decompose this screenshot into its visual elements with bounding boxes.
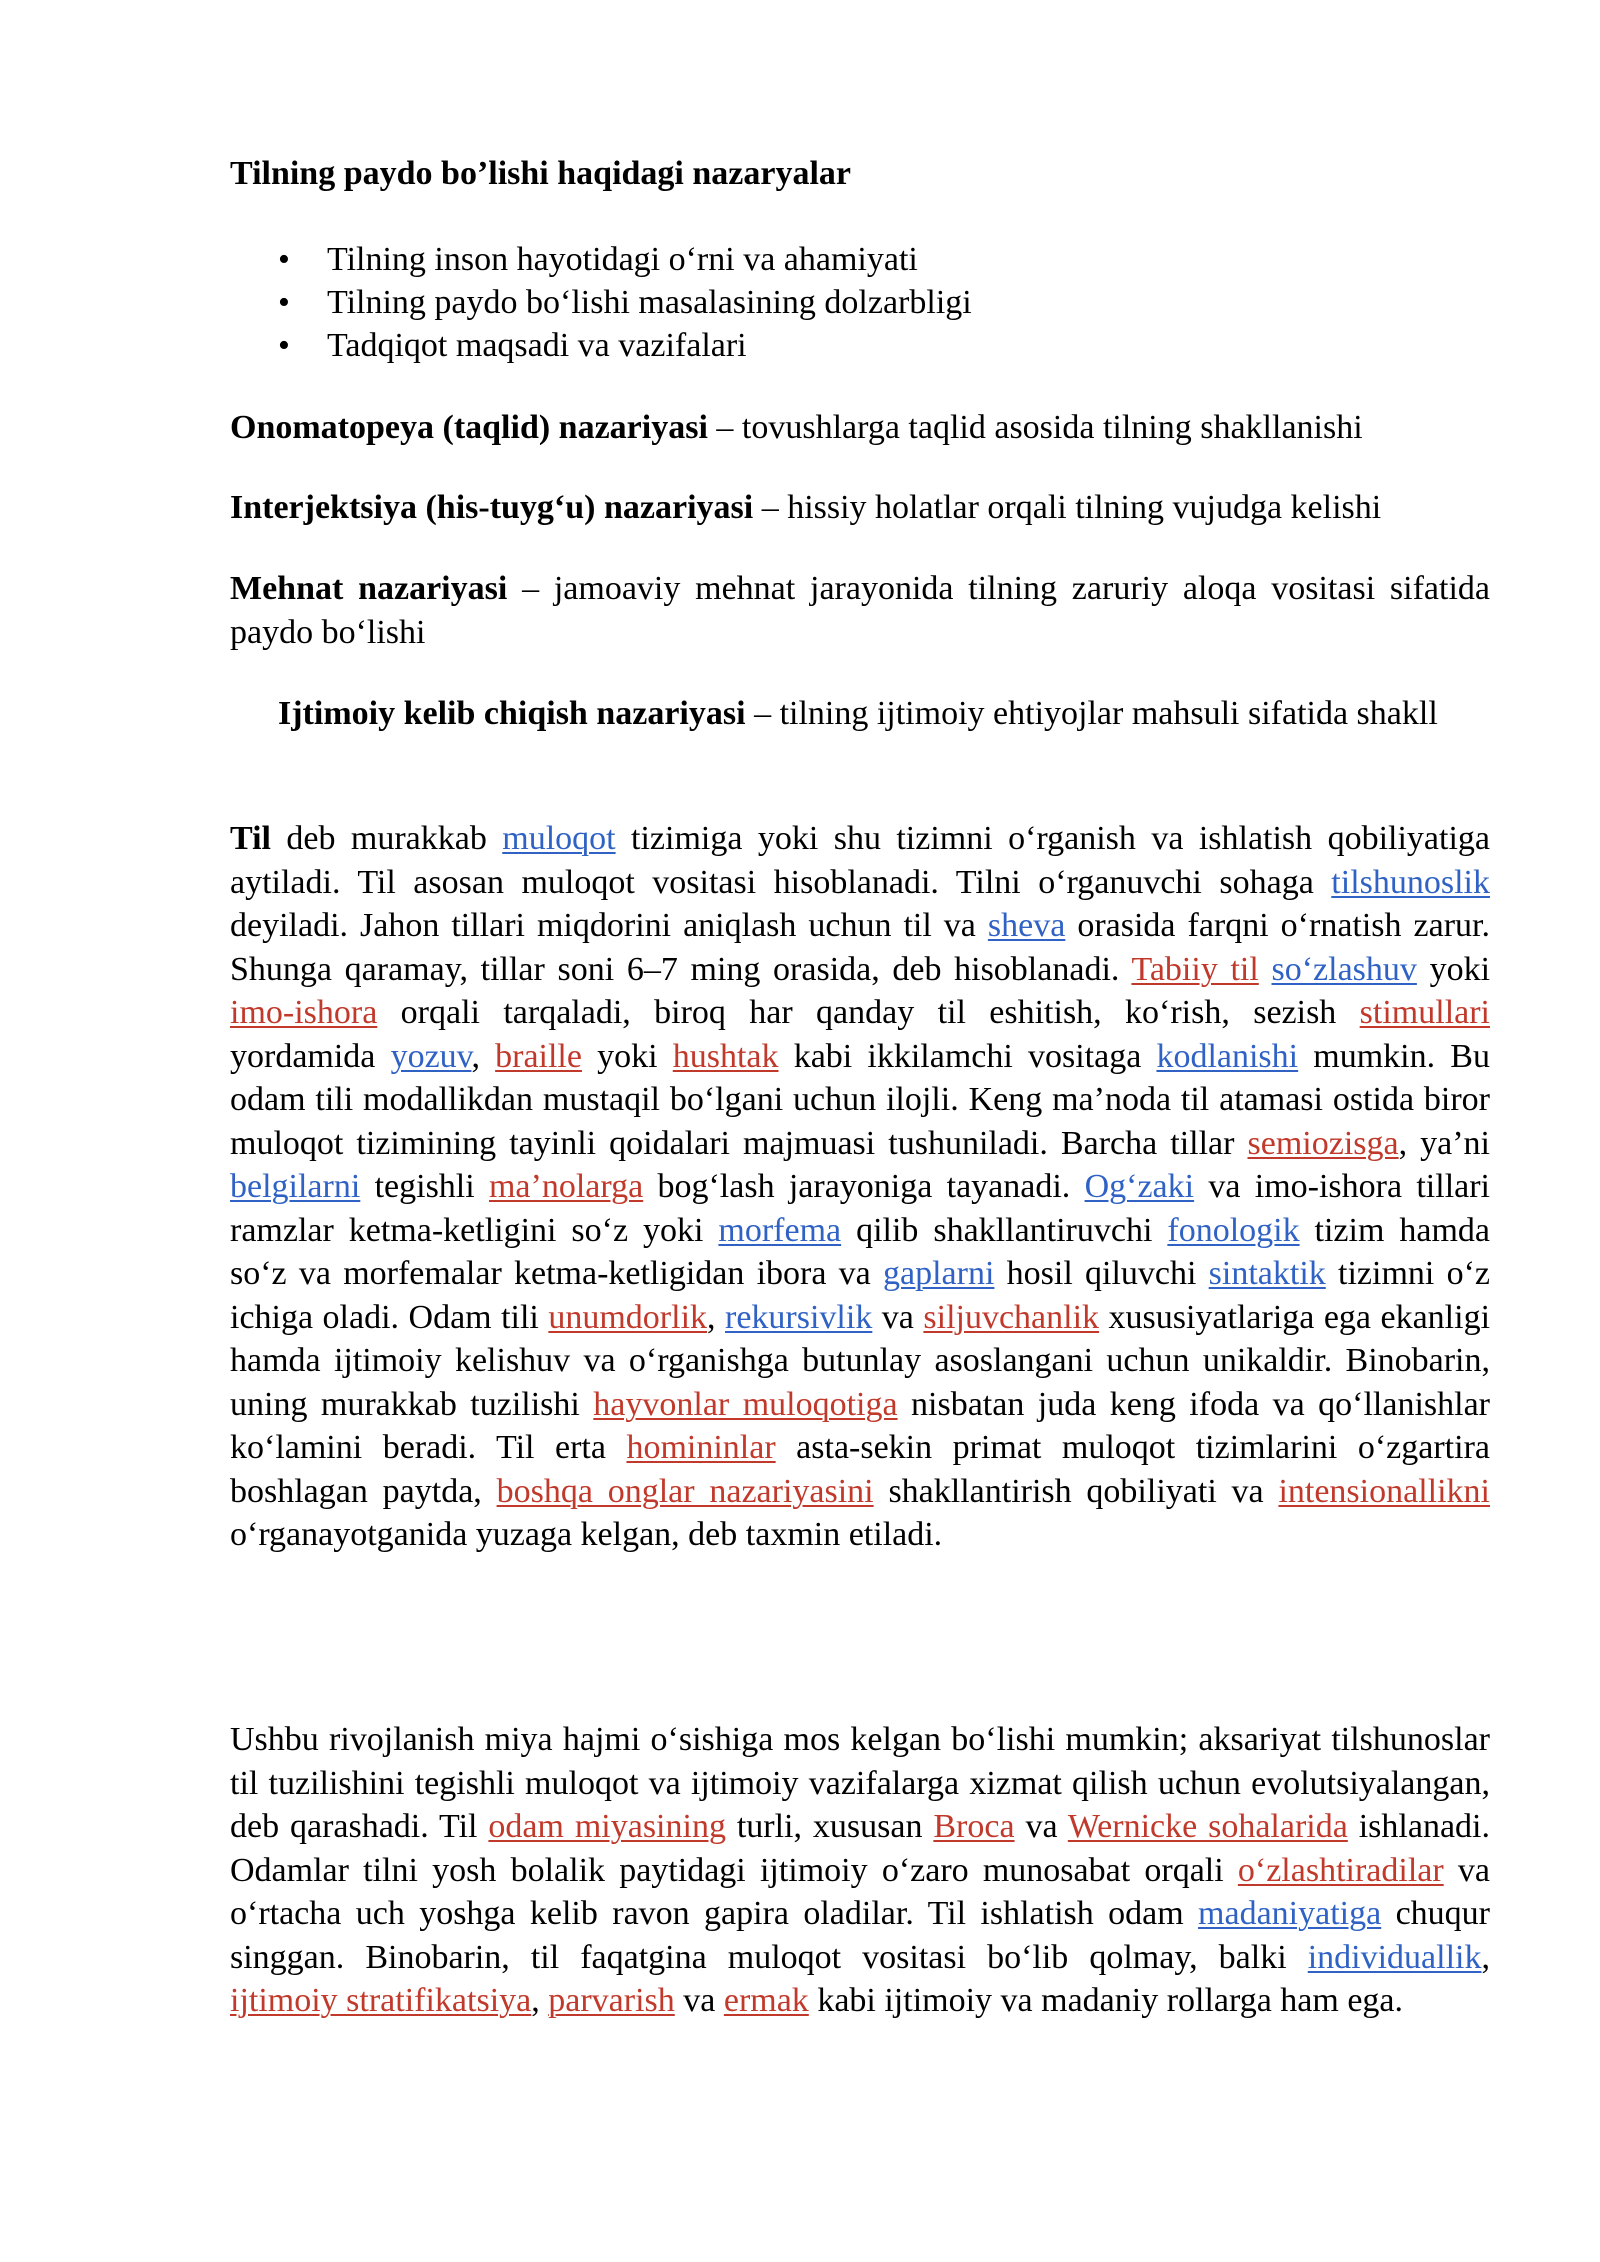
theory-desc: – hissiy holatlar orqali tilning vujudga kelishi: [753, 489, 1382, 526]
link-stimullari[interactable]: stimullari: [1359, 994, 1490, 1031]
text-run: [1259, 951, 1272, 988]
link-sheva[interactable]: sheva: [987, 907, 1066, 944]
list-item: • Tadqiqot maqsadi va vazifalari: [230, 324, 972, 367]
link-individuallik[interactable]: individuallik: [1307, 1938, 1482, 1976]
text-run: yoki: [581, 1037, 673, 1075]
text-run: bog‘lash jarayoniga tayanadi.: [643, 1168, 1085, 1205]
link-siljuvchanlik[interactable]: siljuvchanlik: [923, 1298, 1100, 1336]
text-run: ,: [531, 1982, 549, 2019]
text-run: , ya’ni: [1398, 1124, 1491, 1162]
text-run: hosil qiluvchi: [994, 1255, 1209, 1292]
text-run: nisbatan juda keng ifoda va qo‘llanishlar ko‘lamini beradi. Til erta: [230, 1385, 1490, 1466]
link-gaplarni[interactable]: gaplarni: [883, 1255, 995, 1292]
text-run: xususiyatlariga ega ekanligi hamda ijtimoiy kelishuv va o‘rganishga butunlay asoslangani uchun unikaldir. Binobarin, uning murakkab tuzilishi: [230, 1298, 1491, 1423]
text-run: ,: [471, 1037, 496, 1075]
link-boshqa-onglar-nazariyasini[interactable]: boshqa onglar nazariyasini: [496, 1472, 874, 1510]
link-parvarish[interactable]: parvarish: [548, 1982, 675, 2019]
theory-desc: – tovushlarga taqlid asosida tilning shakllanishi: [707, 409, 1363, 446]
link-sozlashuv[interactable]: so‘zlashuv: [1271, 950, 1417, 988]
link-fonologik[interactable]: fonologik: [1167, 1211, 1300, 1249]
theory-interjektsiya: [230, 486, 1490, 530]
text-run: tegishli: [360, 1168, 489, 1205]
link-ozlashtiradilar[interactable]: o‘zlashtiradilar: [1237, 1851, 1444, 1889]
text-run: orasida farqni o‘rnatish zarur. Shunga qaramay, tillar soni 6–7 ming orasida, deb hisoblanadi.: [230, 907, 1490, 988]
link-ijtimoiy-stratifikatsiya[interactable]: ijtimoiy stratifikatsiya: [230, 1982, 532, 2019]
text-run: ,: [707, 1298, 726, 1336]
link-manolarga[interactable]: ma’nolarga: [488, 1168, 644, 1205]
link-tabiiy-til[interactable]: Tabiiy til: [1131, 950, 1259, 988]
text-run: kabi ikkilamchi vositaga: [778, 1037, 1157, 1075]
theory-mehnat: [230, 567, 1490, 654]
link-madaniyatiga[interactable]: madaniyatiga: [1198, 1895, 1382, 1932]
text-run: yoki: [1416, 950, 1491, 988]
link-ogzaki[interactable]: Og‘zaki: [1084, 1168, 1195, 1205]
text-run: shakllantirish qobiliyati va: [873, 1472, 1279, 1510]
list-item: • Tilning inson hayotidagi o‘rni va ahamiyati: [230, 238, 972, 281]
text-run: va: [1014, 1808, 1068, 1845]
text-run: chuqur singgan. Binobarin, til faqatgina muloqot vositasi bo‘lib qolmay, balki: [230, 1895, 1490, 1976]
theory-term: Mehnat nazariyasi: [230, 570, 508, 607]
link-tilshunoslik[interactable]: tilshunoslik: [1331, 863, 1490, 901]
link-broca[interactable]: Broca: [933, 1808, 1015, 1845]
document-title: Tilning paydo bo’lishi haqidagi nazaryalar: [230, 155, 851, 192]
text-run: kabi ijtimoiy va madaniy rollarga ham ega.: [808, 1982, 1404, 2019]
link-belgilarni[interactable]: belgilarni: [230, 1168, 361, 1205]
theory-term: Onomatopeya (taqlid) nazariyasi: [230, 409, 708, 446]
link-wernicke-sohalarida[interactable]: Wernicke sohalarida: [1067, 1808, 1348, 1845]
text-run: yordamida: [230, 1037, 391, 1075]
link-unumdorlik[interactable]: unumdorlik: [548, 1298, 708, 1336]
link-morfema[interactable]: morfema: [718, 1211, 842, 1249]
text-run: deyiladi. Jahon tillari miqdorini aniqlash uchun til va: [230, 907, 988, 944]
list-item: • Tilning paydo bo‘lishi masalasining dolzarbligi: [230, 281, 972, 324]
theory-desc: – tilning ijtimoiy ehtiyojlar mahsuli sifatida shakll: [745, 695, 1438, 732]
link-homininlar[interactable]: homininlar: [626, 1429, 776, 1466]
link-yozuv[interactable]: yozuv: [390, 1037, 472, 1075]
text-run: orqali tarqaladi, biroq har qanday til eshitish, ko‘rish, sezish: [377, 994, 1360, 1031]
theory-ijtimoiy: [278, 692, 1490, 736]
link-sintaktik[interactable]: sintaktik: [1208, 1255, 1326, 1292]
paragraph-rivojlanish: [230, 1718, 1490, 2023]
text-run: tizimiga yoki shu tizimni o‘rganish va ishlatish qobiliyatiga aytiladi. Til asosan muloqot vositasi hisoblanadi. Tilni o‘rganuvchi sohaga: [230, 820, 1490, 901]
text-run: o‘rganayotganida yuzaga kelgan, deb taxmin etiladi.: [230, 1516, 943, 1553]
text-run: Ushbu rivojlanish miya hajmi o‘sishiga mos kelgan bo‘lishi mumkin; aksariyat tilshunoslar til tuzilishini tegishli muloqot va ijtimoiy vazifalarga xizmat qilish uchun evolutsiyalangan, deb qarashadi. Til: [230, 1721, 1490, 1845]
text-run: va: [674, 1982, 724, 2019]
text-run: va imo-ishora tillari ramzlar ketma-ketligini so‘z yoki: [230, 1168, 1490, 1249]
link-braille[interactable]: braille: [495, 1037, 582, 1075]
link-ermak[interactable]: ermak: [723, 1982, 809, 2019]
link-muloqot[interactable]: muloqot: [502, 820, 616, 857]
text-run: mumkin. Bu odam tili modallikdan mustaqil bo‘lgani uchun ilojli. Keng ma’noda til atamasi ostida biror muloqot tizimining tayinli qoidalari majmuasi tushuniladi. Barcha tillar: [230, 1037, 1490, 1162]
text-run: tizimni o‘z ichiga oladi. Odam tili: [230, 1255, 1490, 1336]
theory-term: Interjektsiya (his-tuyg‘u) nazariyasi: [230, 489, 754, 526]
text-run: turli, xususan: [725, 1808, 934, 1845]
text-run: ishlanadi. Odamlar tilni yosh bolalik paytidagi ijtimoiy o‘zaro munosabat orqali: [230, 1808, 1490, 1889]
term-til: Til: [230, 820, 271, 857]
text-run: deb murakkab: [270, 820, 503, 857]
theory-term: Ijtimoiy kelib chiqish nazariyasi: [278, 695, 746, 732]
link-kodlanishi[interactable]: kodlanishi: [1156, 1037, 1299, 1075]
link-rekursivlik[interactable]: rekursivlik: [725, 1298, 873, 1336]
link-odam-miyasining[interactable]: odam miyasining: [488, 1808, 726, 1845]
link-hayvonlar-muloqotiga[interactable]: hayvonlar muloqotiga: [593, 1385, 898, 1423]
text-run: asta-sekin primat muloqot tizimlarini o‘zgartira boshlagan paytda,: [230, 1429, 1490, 1510]
text-run: va: [872, 1298, 924, 1336]
bullet-list: [230, 238, 972, 367]
link-intensionallikni[interactable]: intensionallikni: [1278, 1472, 1490, 1510]
link-hushtak[interactable]: hushtak: [672, 1037, 779, 1075]
text-run: tizim hamda so‘z va morfemalar ketma-ketligidan ibora va: [230, 1211, 1490, 1292]
text-run: va o‘rtacha uch yoshga kelib ravon gapira oladilar. Til ishlatish odam: [230, 1851, 1490, 1932]
link-imo-ishora[interactable]: imo-ishora: [230, 994, 378, 1031]
paragraph-til: [230, 817, 1490, 1557]
text-run: qilib shakllantiruvchi: [841, 1211, 1168, 1249]
theory-onomatopeya: [230, 406, 1490, 450]
text-run: ,: [1481, 1938, 1490, 1976]
theory-desc: – jamoaviy mehnat jarayonida tilning zaruriy aloqa vositasi sifatida paydo bo‘lishi: [230, 570, 1490, 651]
link-semiozisga[interactable]: semiozisga: [1247, 1124, 1399, 1162]
